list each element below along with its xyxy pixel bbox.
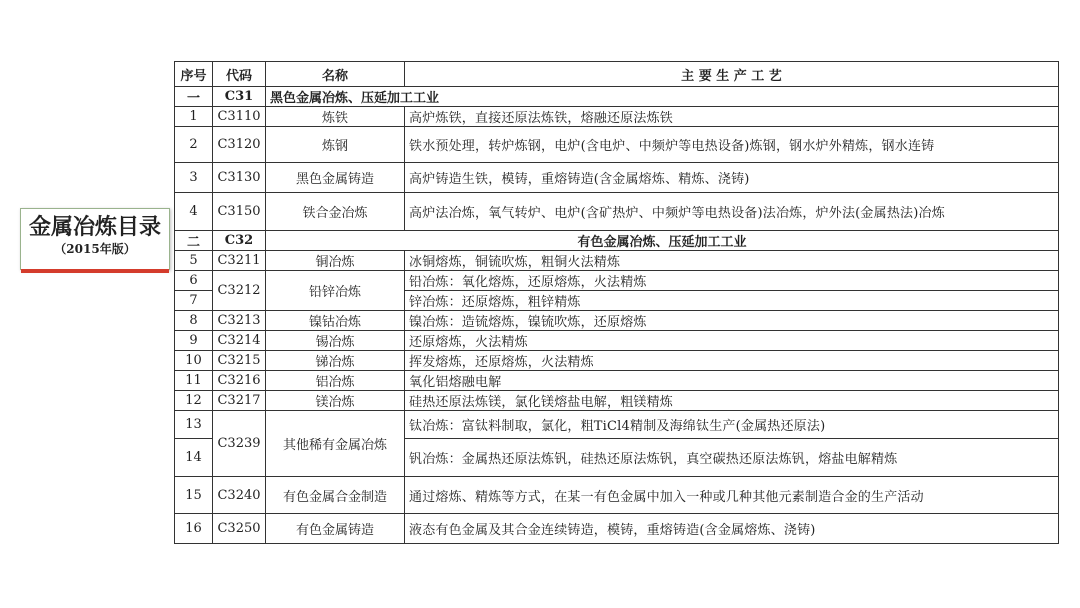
row-process: 挥发熔炼，还原熔炼，火法精炼 [405,351,1059,371]
header-seq: 序号 [175,62,213,87]
row-name: 铁合金冶炼 [266,193,405,231]
row-process: 钛冶炼：富钛料制取，氯化，粗TiCl4精制及海绵钛生产(金属热还原法) [405,411,1059,439]
row-name: 镍钴冶炼 [266,311,405,331]
row-seq: 1 [175,107,213,127]
row-process: 高炉法冶炼，氧气转炉、电炉(含矿热炉、中频炉等电热设备)法冶炼，炉外法(金属热法)冶炼 [405,193,1059,231]
row-code: C3250 [213,514,266,544]
row-process: 锌冶炼：还原熔炼，粗锌精炼 [405,291,1059,311]
row-code: C3215 [213,351,266,371]
row-process: 镍冶炼：造锍熔炼，镍锍吹炼，还原熔炼 [405,311,1059,331]
table-row [175,311,1059,331]
table-row [175,271,1059,291]
row-seq: 12 [175,391,213,411]
table-row [175,391,1059,411]
section-title: 有色金属冶炼、压延加工工业 [266,231,1059,251]
table-row [175,351,1059,371]
table-row [175,127,1059,163]
row-code: C3213 [213,311,266,331]
row-process: 通过熔炼、精炼等方式，在某一有色金属中加入一种或几种其他元素制造合金的生产活动 [405,477,1059,514]
row-seq: 4 [175,193,213,231]
row-seq: 6 [175,271,213,291]
row-code: C3211 [213,251,266,271]
row-process: 钒冶炼：金属热还原法炼钒，硅热还原法炼钒，真空碳热还原法炼钒，熔盐电解精炼 [405,439,1059,477]
header-row [175,62,1059,87]
section-row [175,87,1059,107]
row-process: 铅冶炼：氧化熔炼，还原熔炼，火法精炼 [405,271,1059,291]
row-name: 锑冶炼 [266,351,405,371]
row-process: 硅热还原法炼镁，氯化镁熔盐电解，粗镁精炼 [405,391,1059,411]
row-name: 铝冶炼 [266,371,405,391]
row-seq: 10 [175,351,213,371]
row-code: C3150 [213,193,266,231]
row-code: C3130 [213,163,266,193]
row-code: C3214 [213,331,266,351]
row-name: 锡冶炼 [266,331,405,351]
header-process: 主 要 生 产 工 艺 [405,62,1059,87]
section-row [175,231,1059,251]
row-name: 铅锌冶炼 [266,271,405,311]
row-seq: 5 [175,251,213,271]
row-process: 冰铜熔炼，铜锍吹炼，粗铜火法精炼 [405,251,1059,271]
table-row [175,371,1059,391]
row-code: C3216 [213,371,266,391]
row-seq: 7 [175,291,213,311]
catalog-edition: （2015年版） [54,242,136,256]
section-title: 黑色金属冶炼、压延加工工业 [266,87,1059,107]
row-process: 液态有色金属及其合金连续铸造，模铸，重熔铸造(含金属熔炼、浇铸) [405,514,1059,544]
row-process: 铁水预处理，转炉炼钢，电炉(含电炉、中频炉等电热设备)炼钢，钢水炉外精炼，钢水连铸 [405,127,1059,163]
table-row [175,331,1059,351]
row-code: C3110 [213,107,266,127]
row-name: 黑色金属铸造 [266,163,405,193]
table-row [175,251,1059,271]
row-process: 高炉铸造生铁，模铸，重熔铸造(含金属熔炼、精炼、浇铸) [405,163,1059,193]
row-seq: 14 [175,439,213,477]
row-code: C3240 [213,477,266,514]
title-underline [21,269,169,273]
catalog-title: 金属冶炼目录 [28,214,161,240]
row-code: C3120 [213,127,266,163]
row-seq: 13 [175,411,213,439]
section-code: C32 [213,231,266,251]
row-seq: 9 [175,331,213,351]
row-name: 铜冶炼 [266,251,405,271]
row-name: 有色金属铸造 [266,514,405,544]
table-row [175,514,1059,544]
section-seq: 一 [175,87,213,107]
row-seq: 2 [175,127,213,163]
row-process: 还原熔炼，火法精炼 [405,331,1059,351]
table-row [175,411,1059,439]
row-name: 镁冶炼 [266,391,405,411]
row-name: 有色金属合金制造 [266,477,405,514]
table-row [175,193,1059,231]
row-code: C3239 [213,411,266,477]
row-name: 其他稀有金属冶炼 [266,411,405,477]
row-process: 高炉炼铁，直接还原法炼铁，熔融还原法炼铁 [405,107,1059,127]
row-seq: 11 [175,371,213,391]
row-seq: 8 [175,311,213,331]
row-code: C3212 [213,271,266,311]
header-code: 代码 [213,62,266,87]
section-code: C31 [213,87,266,107]
row-name: 炼钢 [266,127,405,163]
row-seq: 3 [175,163,213,193]
table-row [175,107,1059,127]
row-seq: 16 [175,514,213,544]
section-seq: 二 [175,231,213,251]
row-seq: 15 [175,477,213,514]
row-process: 氧化铝熔融电解 [405,371,1059,391]
table-row [175,163,1059,193]
row-name: 炼铁 [266,107,405,127]
metal-smelting-table [174,61,1059,544]
catalog-title-box [20,208,170,270]
header-name: 名称 [266,62,405,87]
table-row [175,477,1059,514]
row-code: C3217 [213,391,266,411]
